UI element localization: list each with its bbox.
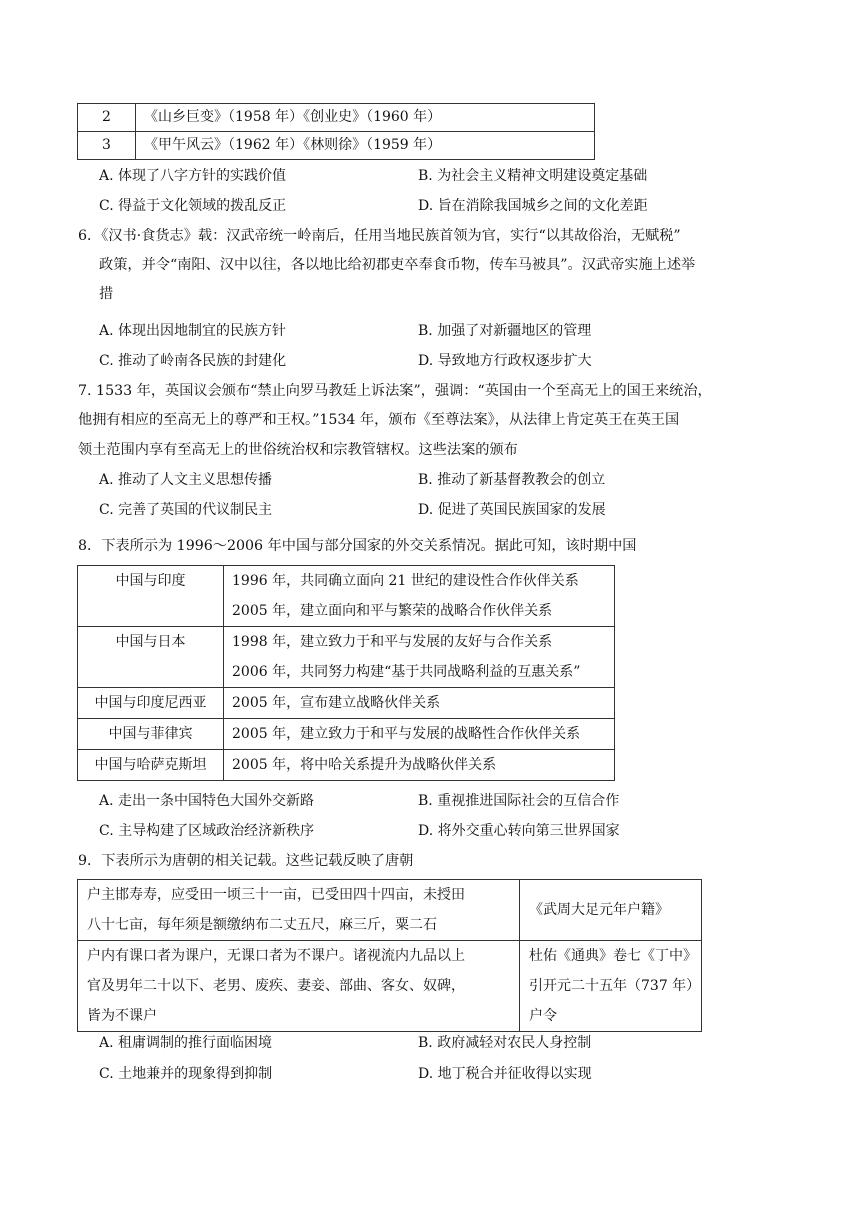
q9-table xyxy=(77,879,702,1032)
row-text: 《甲午风云》（1962 年）《林则徐》（1959 年） xyxy=(136,132,595,160)
q7-option-a: A. 推动了人文主义思想传播 xyxy=(99,472,273,488)
q8-option-a: A. 走出一条中国特色大国外交新路 xyxy=(99,793,315,809)
table-row xyxy=(78,719,615,750)
q7-option-b: B. 推动了新基督教教会的创立 xyxy=(418,472,606,488)
country-cell: 中国与印度 xyxy=(78,566,224,627)
content-line: 八十七亩，每年须是额缴纳布二丈五尺，麻三斤，粟二石 xyxy=(87,917,437,933)
event-line: 2005 年，宣布建立战略伙伴关系 xyxy=(232,695,441,711)
source-cell xyxy=(520,880,702,941)
source-line: 《武周大足元年户籍》 xyxy=(529,902,669,918)
table-row xyxy=(78,688,615,719)
q8-option-c: C. 主导构建了区域政治经济新秩序 xyxy=(99,823,315,839)
q6-option-b: B. 加强了对新疆地区的管理 xyxy=(418,323,592,339)
events-cell xyxy=(224,719,615,750)
event-line: 2006 年，共同努力构建“基于共同战略利益的互惠关系” xyxy=(232,664,581,680)
q6-option-d: D. 导致地方行政权逐步扩大 xyxy=(418,353,592,369)
table-row xyxy=(78,880,702,941)
table-row xyxy=(78,941,702,1032)
content-cell xyxy=(78,880,520,941)
source-line: 户令 xyxy=(529,1008,557,1024)
event-line: 2005 年，建立面向和平与繁荣的战略合作伙伴关系 xyxy=(232,603,553,619)
table-row xyxy=(78,566,615,627)
events-cell xyxy=(224,688,615,719)
row-number: 2 xyxy=(78,104,136,132)
content-line: 户内有课口者为课户，无课口者为不课户。诸视流内九品以上 xyxy=(87,948,465,964)
q7-stem-line-1: 7. 1533 年，英国议会颁布“禁止向罗马教廷上诉法案”，强调：“英国由一个至高无上的国王来统治， xyxy=(78,383,712,399)
q5-option-a: A. 体现了八字方针的实践价值 xyxy=(99,168,287,184)
q8-stem: 8．下表所示为 1996～2006 年中国与部分国家的外交关系情况。据此可知，该时期中国 xyxy=(78,538,637,554)
events-cell xyxy=(224,627,615,688)
event-line: 2005 年，建立致力于和平与发展的战略性合作伙伴关系 xyxy=(232,726,581,742)
q8-option-b: B. 重视推进国际社会的互信合作 xyxy=(418,793,620,809)
q6-stem-line-3: 措 xyxy=(99,286,114,302)
q7-stem-line-3: 领土范围内享有至高无上的世俗统治权和宗教管辖权。这些法案的颁布 xyxy=(78,442,518,458)
content-cell xyxy=(78,941,520,1032)
event-line: 2005 年，将中哈关系提升为战略伙伴关系 xyxy=(232,757,497,773)
events-cell xyxy=(224,750,615,781)
q6-option-c: C. 推动了岭南各民族的封建化 xyxy=(99,353,287,369)
q9-stem: 9．下表所示为唐朝的相关记载。这些记载反映了唐朝 xyxy=(78,853,414,869)
country-cell: 中国与印度尼西亚 xyxy=(78,688,224,719)
event-line: 1998 年，建立致力于和平与发展的友好与合作关系 xyxy=(232,634,553,650)
table-row xyxy=(78,750,615,781)
country-cell: 中国与菲律宾 xyxy=(78,719,224,750)
q8-table xyxy=(77,565,615,781)
table-row xyxy=(78,132,595,160)
event-line: 1996 年，共同确立面向 21 世纪的建设性合作伙伴关系 xyxy=(232,573,579,589)
q6-stem-line-2: 政策，并令“南阳、汉中以往，各以地比给初郡吏卒奉食币物，传车马被具”。汉武帝实施上述举 xyxy=(99,257,696,273)
content-line: 户主邯寿寿，应受田一顷三十一亩，已受田四十四亩，未授田 xyxy=(87,887,465,903)
source-cell xyxy=(520,941,702,1032)
q9-option-d: D. 地丁税合并征收得以实现 xyxy=(418,1066,592,1082)
source-line: 杜佑《通典》卷七《丁中》 xyxy=(529,948,697,964)
q7-stem-line-2: 他拥有相应的至高无上的尊严和王权。”1534 年，颁布《至尊法案》，从法律上肯定英王在英王国 xyxy=(78,412,680,428)
events-cell xyxy=(224,566,615,627)
table-row xyxy=(78,627,615,688)
q9-option-a: A. 租庸调制的推行面临困境 xyxy=(99,1035,273,1051)
content-line: 官及男年二十以下、老男、废疾、妻妾、部曲、客女、奴碑， xyxy=(87,978,465,994)
table-row xyxy=(78,104,595,132)
q5-option-b: B. 为社会主义精神文明建设奠定基础 xyxy=(418,168,648,184)
q7-option-d: D. 促进了英国民族国家的发展 xyxy=(418,502,606,518)
country-cell: 中国与哈萨克斯坦 xyxy=(78,750,224,781)
row-text: 《山乡巨变》（1958 年）《创业史》（1960 年） xyxy=(136,104,595,132)
q5-option-d: D. 旨在消除我国城乡之间的文化差距 xyxy=(418,198,648,214)
country-cell: 中国与日本 xyxy=(78,627,224,688)
q5-option-c: C. 得益于文化领域的拨乱反正 xyxy=(99,198,287,214)
q9-option-c: C. 土地兼并的现象得到抑制 xyxy=(99,1066,273,1082)
q9-option-b: B. 政府减轻对农民人身控制 xyxy=(418,1035,592,1051)
q7-option-c: C. 完善了英国的代议制民主 xyxy=(99,502,273,518)
q6-stem-line-1: 6．《汉书·食货志》载：汉武帝统一岭南后，任用当地民族首领为官，实行“以其故俗治，无赋税” xyxy=(78,228,681,244)
source-line: 引开元二十五年（737 年） xyxy=(529,978,701,994)
q8-option-d: D. 将外交重心转向第三世界国家 xyxy=(418,823,620,839)
q5-table xyxy=(77,103,595,160)
row-number: 3 xyxy=(78,132,136,160)
q6-option-a: A. 体现出因地制宜的民族方针 xyxy=(99,323,287,339)
content-line: 皆为不课户 xyxy=(87,1008,157,1024)
